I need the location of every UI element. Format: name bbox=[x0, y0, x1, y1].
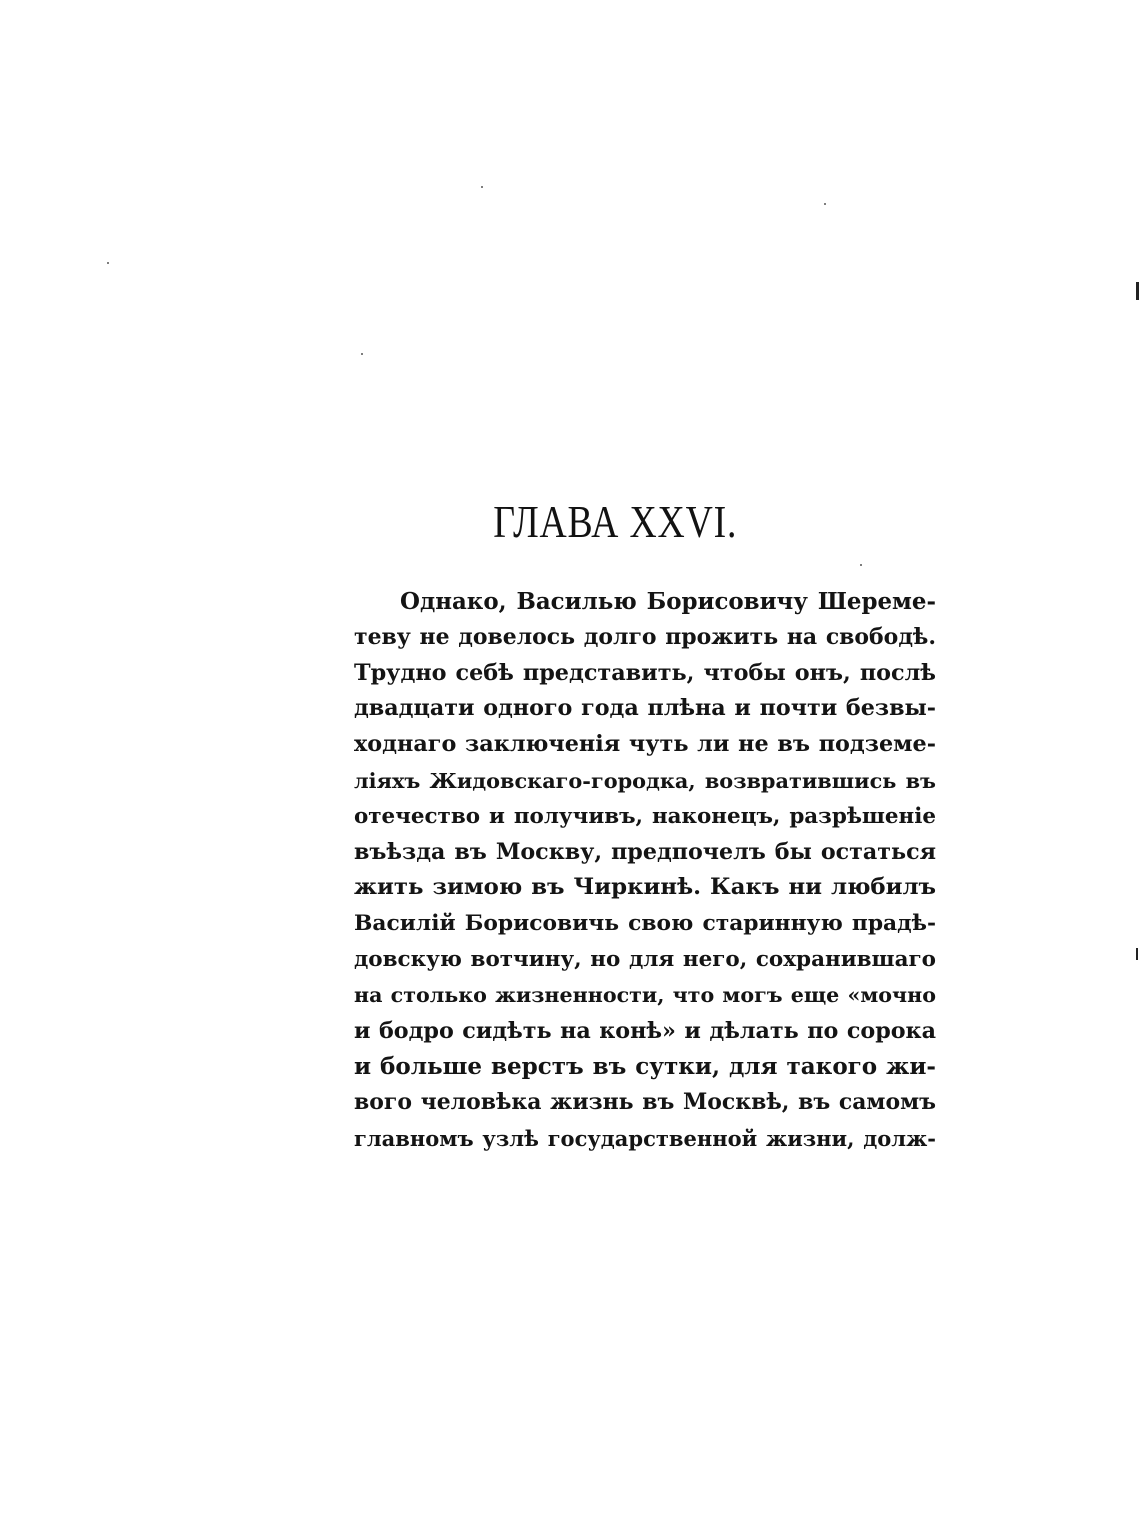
text-line: ходнаго заключенія чуть ли не въ подземе- bbox=[354, 731, 936, 758]
scan-edge-mark bbox=[1136, 282, 1139, 300]
text-line: вого человѣка жизнь въ Москвѣ, въ самомъ bbox=[354, 1089, 936, 1116]
text-line: Однако, Василью Борисовичу Шереме- bbox=[400, 588, 936, 615]
scan-speck bbox=[860, 564, 862, 566]
text-line: жить зимою въ Чиркинѣ. Какъ ни любилъ bbox=[354, 874, 936, 901]
text-line: ліяхъ Жидовскаго-городка, возвратившись въ bbox=[354, 767, 936, 793]
text-line: и больше верстъ въ сутки, для такого жи- bbox=[354, 1053, 936, 1081]
text-line: главномъ узлѣ государственной жизни, долж- bbox=[354, 1125, 936, 1151]
text-line: отечество и получивъ, наконецъ, разрѣшеніе bbox=[354, 803, 936, 829]
scan-speck bbox=[824, 203, 826, 205]
text-line: Василій Борисовичь свою старинную прадѣ- bbox=[354, 911, 936, 937]
text-line: на столько жизненности, что могъ еще «мочно bbox=[354, 982, 936, 1007]
scan-edge-mark bbox=[1136, 948, 1138, 960]
paragraph bbox=[354, 584, 936, 1157]
text-line: двадцати одного года плѣна и почти безвы- bbox=[354, 695, 936, 722]
scan-speck bbox=[481, 186, 483, 188]
text-line: въѣзда въ Москву, предпочелъ бы остаться bbox=[354, 838, 936, 865]
text-line: и бодро сидѣть на конѣ» и дѣлать по сорока bbox=[354, 1017, 936, 1044]
chapter-heading: ГЛАВА XXVI. bbox=[493, 496, 738, 547]
text-line: теву не довелось долго прожить на свободѣ. bbox=[354, 623, 936, 650]
text-line: Трудно себѣ представить, чтобы онъ, послѣ bbox=[354, 659, 936, 686]
scan-speck bbox=[361, 353, 363, 355]
text-line: довскую вотчину, но для него, сохранившаго bbox=[354, 946, 936, 972]
scan-speck bbox=[107, 262, 109, 264]
